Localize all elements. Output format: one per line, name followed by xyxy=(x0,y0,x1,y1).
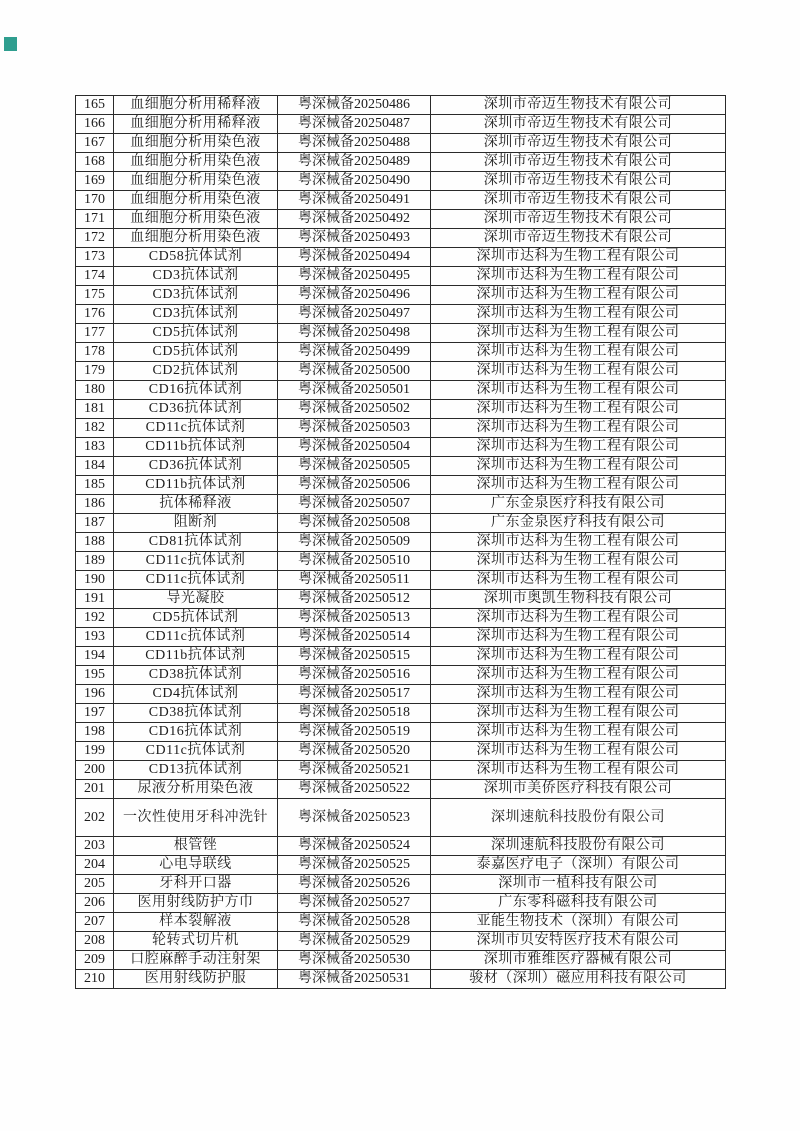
teal-corner-mark xyxy=(4,37,17,51)
registration-number-cell: 粤深械备20250490 xyxy=(278,172,431,191)
company-name-cell: 深圳市帝迈生物技术有限公司 xyxy=(431,172,726,191)
company-name-cell: 深圳市帝迈生物技术有限公司 xyxy=(431,210,726,229)
product-name-cell: 血细胞分析用染色液 xyxy=(114,134,278,153)
row-number-cell: 180 xyxy=(76,381,114,400)
table-row xyxy=(76,476,726,495)
product-name-cell: 血细胞分析用染色液 xyxy=(114,153,278,172)
company-name-cell: 深圳市帝迈生物技术有限公司 xyxy=(431,191,726,210)
company-name-cell: 深圳市达科为生物工程有限公司 xyxy=(431,267,726,286)
registration-number-cell: 粤深械备20250488 xyxy=(278,134,431,153)
company-name-cell: 深圳市帝迈生物技术有限公司 xyxy=(431,134,726,153)
company-name-cell: 深圳市达科为生物工程有限公司 xyxy=(431,704,726,723)
registration-number-cell: 粤深械备20250498 xyxy=(278,324,431,343)
row-number-cell: 165 xyxy=(76,96,114,115)
table-row xyxy=(76,704,726,723)
row-number-cell: 193 xyxy=(76,628,114,647)
product-name-cell: 阻断剂 xyxy=(114,514,278,533)
table-row xyxy=(76,666,726,685)
row-number-cell: 198 xyxy=(76,723,114,742)
product-name-cell: 牙科开口器 xyxy=(114,875,278,894)
registration-number-cell: 粤深械备20250519 xyxy=(278,723,431,742)
row-number-cell: 173 xyxy=(76,248,114,267)
company-name-cell: 深圳速航科技股份有限公司 xyxy=(431,799,726,837)
row-number-cell: 209 xyxy=(76,951,114,970)
row-number-cell: 188 xyxy=(76,533,114,552)
table-row xyxy=(76,951,726,970)
device-filing-table xyxy=(75,95,726,989)
device-filing-table-body xyxy=(76,96,726,989)
registration-number-cell: 粤深械备20250508 xyxy=(278,514,431,533)
product-name-cell: CD5抗体试剂 xyxy=(114,324,278,343)
registration-number-cell: 粤深械备20250521 xyxy=(278,761,431,780)
company-name-cell: 深圳市帝迈生物技术有限公司 xyxy=(431,229,726,248)
table-row xyxy=(76,134,726,153)
row-number-cell: 191 xyxy=(76,590,114,609)
registration-number-cell: 粤深械备20250516 xyxy=(278,666,431,685)
row-number-cell: 184 xyxy=(76,457,114,476)
row-number-cell: 176 xyxy=(76,305,114,324)
product-name-cell: 心电导联线 xyxy=(114,856,278,875)
row-number-cell: 201 xyxy=(76,780,114,799)
row-number-cell: 178 xyxy=(76,343,114,362)
company-name-cell: 深圳市帝迈生物技术有限公司 xyxy=(431,115,726,134)
row-number-cell: 183 xyxy=(76,438,114,457)
company-name-cell: 深圳市达科为生物工程有限公司 xyxy=(431,419,726,438)
product-name-cell: CD36抗体试剂 xyxy=(114,457,278,476)
registration-number-cell: 粤深械备20250529 xyxy=(278,932,431,951)
table-row xyxy=(76,552,726,571)
company-name-cell: 深圳市达科为生物工程有限公司 xyxy=(431,305,726,324)
registration-number-cell: 粤深械备20250511 xyxy=(278,571,431,590)
company-name-cell: 深圳速航科技股份有限公司 xyxy=(431,837,726,856)
row-number-cell: 195 xyxy=(76,666,114,685)
row-number-cell: 200 xyxy=(76,761,114,780)
table-row xyxy=(76,590,726,609)
product-name-cell: 医用射线防护服 xyxy=(114,970,278,989)
product-name-cell: CD3抗体试剂 xyxy=(114,286,278,305)
product-name-cell: CD3抗体试剂 xyxy=(114,267,278,286)
company-name-cell: 骏材（深圳）磁应用科技有限公司 xyxy=(431,970,726,989)
product-name-cell: CD11c抗体试剂 xyxy=(114,571,278,590)
product-name-cell: CD16抗体试剂 xyxy=(114,381,278,400)
product-name-cell: CD5抗体试剂 xyxy=(114,343,278,362)
registration-number-cell: 粤深械备20250499 xyxy=(278,343,431,362)
row-number-cell: 205 xyxy=(76,875,114,894)
registration-number-cell: 粤深械备20250486 xyxy=(278,96,431,115)
row-number-cell: 171 xyxy=(76,210,114,229)
row-number-cell: 172 xyxy=(76,229,114,248)
product-name-cell: CD38抗体试剂 xyxy=(114,666,278,685)
table-row xyxy=(76,913,726,932)
registration-number-cell: 粤深械备20250501 xyxy=(278,381,431,400)
row-number-cell: 177 xyxy=(76,324,114,343)
table-row xyxy=(76,571,726,590)
row-number-cell: 179 xyxy=(76,362,114,381)
company-name-cell: 深圳市达科为生物工程有限公司 xyxy=(431,438,726,457)
company-name-cell: 深圳市达科为生物工程有限公司 xyxy=(431,324,726,343)
registration-number-cell: 粤深械备20250525 xyxy=(278,856,431,875)
company-name-cell: 深圳市达科为生物工程有限公司 xyxy=(431,761,726,780)
company-name-cell: 深圳市达科为生物工程有限公司 xyxy=(431,248,726,267)
product-name-cell: CD2抗体试剂 xyxy=(114,362,278,381)
product-name-cell: CD3抗体试剂 xyxy=(114,305,278,324)
row-number-cell: 187 xyxy=(76,514,114,533)
registration-number-cell: 粤深械备20250502 xyxy=(278,400,431,419)
table-row xyxy=(76,229,726,248)
table-row xyxy=(76,932,726,951)
registration-number-cell: 粤深械备20250523 xyxy=(278,799,431,837)
registration-number-cell: 粤深械备20250505 xyxy=(278,457,431,476)
company-name-cell: 深圳市帝迈生物技术有限公司 xyxy=(431,153,726,172)
registration-number-cell: 粤深械备20250510 xyxy=(278,552,431,571)
product-name-cell: 根管锉 xyxy=(114,837,278,856)
row-number-cell: 208 xyxy=(76,932,114,951)
company-name-cell: 深圳市达科为生物工程有限公司 xyxy=(431,647,726,666)
table-row xyxy=(76,780,726,799)
product-name-cell: CD11c抗体试剂 xyxy=(114,628,278,647)
product-name-cell: CD11c抗体试剂 xyxy=(114,419,278,438)
table-row xyxy=(76,609,726,628)
registration-number-cell: 粤深械备20250522 xyxy=(278,780,431,799)
company-name-cell: 深圳市达科为生物工程有限公司 xyxy=(431,609,726,628)
table-row xyxy=(76,210,726,229)
row-number-cell: 167 xyxy=(76,134,114,153)
row-number-cell: 166 xyxy=(76,115,114,134)
row-number-cell: 202 xyxy=(76,799,114,837)
company-name-cell: 深圳市达科为生物工程有限公司 xyxy=(431,571,726,590)
registration-number-cell: 粤深械备20250531 xyxy=(278,970,431,989)
table-row xyxy=(76,685,726,704)
registration-number-cell: 粤深械备20250528 xyxy=(278,913,431,932)
product-name-cell: CD11b抗体试剂 xyxy=(114,647,278,666)
table-row xyxy=(76,96,726,115)
table-row xyxy=(76,514,726,533)
registration-number-cell: 粤深械备20250503 xyxy=(278,419,431,438)
registration-number-cell: 粤深械备20250496 xyxy=(278,286,431,305)
table-row xyxy=(76,628,726,647)
table-row xyxy=(76,438,726,457)
registration-number-cell: 粤深械备20250487 xyxy=(278,115,431,134)
company-name-cell: 广东金泉医疗科技有限公司 xyxy=(431,495,726,514)
table-row xyxy=(76,381,726,400)
table-row xyxy=(76,343,726,362)
registration-number-cell: 粤深械备20250513 xyxy=(278,609,431,628)
registration-number-cell: 粤深械备20250514 xyxy=(278,628,431,647)
product-name-cell: 血细胞分析用稀释液 xyxy=(114,96,278,115)
product-name-cell: 尿液分析用染色液 xyxy=(114,780,278,799)
product-name-cell: CD11b抗体试剂 xyxy=(114,476,278,495)
registration-number-cell: 粤深械备20250512 xyxy=(278,590,431,609)
table-row xyxy=(76,970,726,989)
row-number-cell: 210 xyxy=(76,970,114,989)
registration-number-cell: 粤深械备20250504 xyxy=(278,438,431,457)
table-row xyxy=(76,742,726,761)
company-name-cell: 深圳市达科为生物工程有限公司 xyxy=(431,343,726,362)
company-name-cell: 深圳市达科为生物工程有限公司 xyxy=(431,742,726,761)
row-number-cell: 182 xyxy=(76,419,114,438)
table-row xyxy=(76,495,726,514)
table-row xyxy=(76,856,726,875)
product-name-cell: 血细胞分析用染色液 xyxy=(114,210,278,229)
table-row xyxy=(76,153,726,172)
product-name-cell: 医用射线防护方巾 xyxy=(114,894,278,913)
company-name-cell: 亚能生物技术（深圳）有限公司 xyxy=(431,913,726,932)
registration-number-cell: 粤深械备20250506 xyxy=(278,476,431,495)
product-name-cell: CD81抗体试剂 xyxy=(114,533,278,552)
table-row xyxy=(76,400,726,419)
product-name-cell: 一次性使用牙科冲洗针 xyxy=(114,799,278,837)
table-row xyxy=(76,875,726,894)
row-number-cell: 207 xyxy=(76,913,114,932)
row-number-cell: 186 xyxy=(76,495,114,514)
product-name-cell: 血细胞分析用染色液 xyxy=(114,229,278,248)
table-row xyxy=(76,362,726,381)
product-name-cell: CD11c抗体试剂 xyxy=(114,742,278,761)
registration-number-cell: 粤深械备20250526 xyxy=(278,875,431,894)
company-name-cell: 深圳市一植科技有限公司 xyxy=(431,875,726,894)
company-name-cell: 深圳市美侨医疗科技有限公司 xyxy=(431,780,726,799)
registration-number-cell: 粤深械备20250518 xyxy=(278,704,431,723)
product-name-cell: 血细胞分析用稀释液 xyxy=(114,115,278,134)
row-number-cell: 199 xyxy=(76,742,114,761)
table-row xyxy=(76,457,726,476)
company-name-cell: 深圳市达科为生物工程有限公司 xyxy=(431,533,726,552)
company-name-cell: 深圳市达科为生物工程有限公司 xyxy=(431,457,726,476)
registration-number-cell: 粤深械备20250530 xyxy=(278,951,431,970)
table-row xyxy=(76,533,726,552)
row-number-cell: 175 xyxy=(76,286,114,305)
product-name-cell: CD36抗体试剂 xyxy=(114,400,278,419)
row-number-cell: 194 xyxy=(76,647,114,666)
product-name-cell: CD5抗体试剂 xyxy=(114,609,278,628)
product-name-cell: CD13抗体试剂 xyxy=(114,761,278,780)
product-name-cell: 抗体稀释液 xyxy=(114,495,278,514)
table-row xyxy=(76,799,726,837)
product-name-cell: 轮转式切片机 xyxy=(114,932,278,951)
registration-number-cell: 粤深械备20250497 xyxy=(278,305,431,324)
row-number-cell: 174 xyxy=(76,267,114,286)
registration-number-cell: 粤深械备20250500 xyxy=(278,362,431,381)
product-name-cell: 血细胞分析用染色液 xyxy=(114,191,278,210)
row-number-cell: 197 xyxy=(76,704,114,723)
company-name-cell: 深圳市达科为生物工程有限公司 xyxy=(431,476,726,495)
row-number-cell: 206 xyxy=(76,894,114,913)
company-name-cell: 泰嘉医疗电子（深圳）有限公司 xyxy=(431,856,726,875)
table-row xyxy=(76,761,726,780)
registration-number-cell: 粤深械备20250489 xyxy=(278,153,431,172)
company-name-cell: 深圳市达科为生物工程有限公司 xyxy=(431,381,726,400)
company-name-cell: 深圳市达科为生物工程有限公司 xyxy=(431,685,726,704)
product-name-cell: 导光凝胶 xyxy=(114,590,278,609)
row-number-cell: 204 xyxy=(76,856,114,875)
table-row xyxy=(76,419,726,438)
product-name-cell: CD38抗体试剂 xyxy=(114,704,278,723)
company-name-cell: 深圳市达科为生物工程有限公司 xyxy=(431,286,726,305)
table-row xyxy=(76,286,726,305)
row-number-cell: 196 xyxy=(76,685,114,704)
table-row xyxy=(76,305,726,324)
company-name-cell: 深圳市达科为生物工程有限公司 xyxy=(431,723,726,742)
row-number-cell: 203 xyxy=(76,837,114,856)
company-name-cell: 深圳市达科为生物工程有限公司 xyxy=(431,628,726,647)
product-name-cell: 样本裂解液 xyxy=(114,913,278,932)
registration-number-cell: 粤深械备20250494 xyxy=(278,248,431,267)
table-row xyxy=(76,172,726,191)
registration-number-cell: 粤深械备20250493 xyxy=(278,229,431,248)
registration-number-cell: 粤深械备20250524 xyxy=(278,837,431,856)
table-row xyxy=(76,837,726,856)
table-row xyxy=(76,324,726,343)
table-row xyxy=(76,647,726,666)
row-number-cell: 185 xyxy=(76,476,114,495)
registration-number-cell: 粤深械备20250507 xyxy=(278,495,431,514)
registration-number-cell: 粤深械备20250515 xyxy=(278,647,431,666)
table-row xyxy=(76,191,726,210)
row-number-cell: 190 xyxy=(76,571,114,590)
company-name-cell: 深圳市雅维医疗器械有限公司 xyxy=(431,951,726,970)
row-number-cell: 168 xyxy=(76,153,114,172)
company-name-cell: 广东零科磁科技有限公司 xyxy=(431,894,726,913)
registration-number-cell: 粤深械备20250492 xyxy=(278,210,431,229)
company-name-cell: 深圳市达科为生物工程有限公司 xyxy=(431,362,726,381)
registration-number-cell: 粤深械备20250527 xyxy=(278,894,431,913)
product-name-cell: 口腔麻醉手动注射架 xyxy=(114,951,278,970)
registration-number-cell: 粤深械备20250520 xyxy=(278,742,431,761)
company-name-cell: 广东金泉医疗科技有限公司 xyxy=(431,514,726,533)
row-number-cell: 170 xyxy=(76,191,114,210)
company-name-cell: 深圳市达科为生物工程有限公司 xyxy=(431,552,726,571)
registration-number-cell: 粤深械备20250509 xyxy=(278,533,431,552)
row-number-cell: 189 xyxy=(76,552,114,571)
company-name-cell: 深圳市达科为生物工程有限公司 xyxy=(431,400,726,419)
company-name-cell: 深圳市帝迈生物技术有限公司 xyxy=(431,96,726,115)
registration-number-cell: 粤深械备20250495 xyxy=(278,267,431,286)
company-name-cell: 深圳市贝安特医疗技术有限公司 xyxy=(431,932,726,951)
table-row xyxy=(76,267,726,286)
product-name-cell: CD11b抗体试剂 xyxy=(114,438,278,457)
table-row xyxy=(76,894,726,913)
row-number-cell: 169 xyxy=(76,172,114,191)
product-name-cell: 血细胞分析用染色液 xyxy=(114,172,278,191)
product-name-cell: CD4抗体试剂 xyxy=(114,685,278,704)
registration-number-cell: 粤深械备20250517 xyxy=(278,685,431,704)
table-row xyxy=(76,723,726,742)
registration-number-cell: 粤深械备20250491 xyxy=(278,191,431,210)
table-row xyxy=(76,248,726,267)
company-name-cell: 深圳市达科为生物工程有限公司 xyxy=(431,666,726,685)
table-row xyxy=(76,115,726,134)
product-name-cell: CD11c抗体试剂 xyxy=(114,552,278,571)
product-name-cell: CD58抗体试剂 xyxy=(114,248,278,267)
company-name-cell: 深圳市奥凯生物科技有限公司 xyxy=(431,590,726,609)
row-number-cell: 181 xyxy=(76,400,114,419)
row-number-cell: 192 xyxy=(76,609,114,628)
product-name-cell: CD16抗体试剂 xyxy=(114,723,278,742)
